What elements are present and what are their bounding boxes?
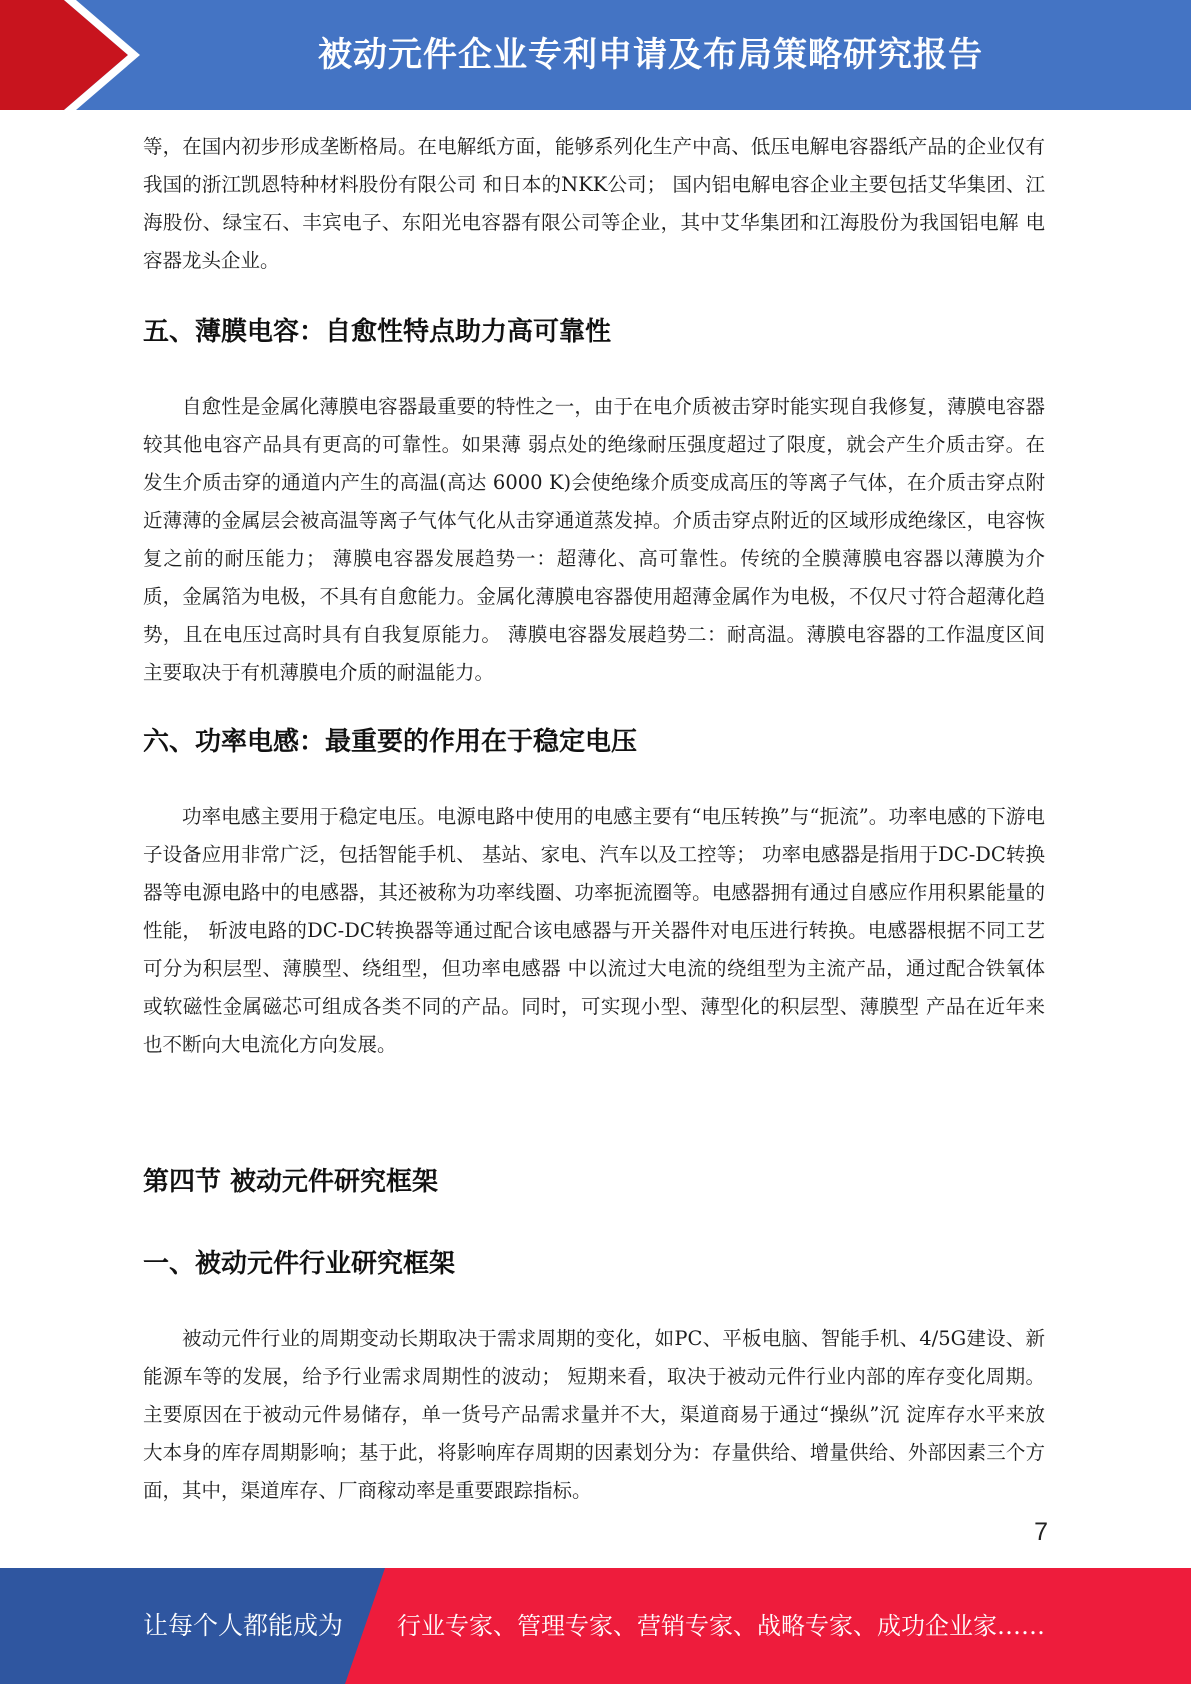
- footer-slogan-right: 行业专家、管理专家、营销专家、战略专家、成功企业家……: [397, 1612, 1045, 1640]
- page-footer: [0, 1568, 1191, 1684]
- research-framework-paragraph: 被动元件行业的周期变动长期取决于需求周期的变化，如PC、平板电脑、智能手机、4/5G建设、新能源车等的发展，给予行业需求周期性的波动； 短期来看，取决于被动元件行业内部的库存变化周期。主要原因在于被动元件易储存，单一货号产品需求量并不大，渠道商易于通过“操纵”沉 淀库存水平来放大本身的库存周期影响；基于此，将影响库存周期的因素划分为：存量供给、增量供给、外部因素三个方面，其中，渠道库存、厂商稼动率是重要跟踪指标。: [143, 1327, 1045, 1502]
- page-number: 7: [1034, 1518, 1048, 1546]
- section-heading-power-inductor: 六、功率电感：最重要的作用在于稳定电压: [143, 727, 638, 757]
- section-heading-research-framework: 一、被动元件行业研究框架: [143, 1249, 456, 1279]
- section-heading-film-capacitor: 五、薄膜电容：自愈性特点助力高可靠性: [143, 317, 612, 347]
- header-arrow-decoration: [0, 0, 160, 110]
- intro-paragraph: 等，在国内初步形成垄断格局。在电解纸方面，能够系列化生产中高、低压电解电容器纸产品的企业仅有我国的浙江凯恩特种材料股份有限公司 和日本的NKK公司； 国内铝电解电容企业主要包括艾华集团、江海股份、绿宝石、丰宾电子、东阳光电容器有限公司等企业，其中艾华集团和江海股份为我国铝电解 电容器龙头企业。: [143, 135, 1045, 272]
- page-content: [143, 128, 1045, 1510]
- film-capacitor-paragraph: 自愈性是金属化薄膜电容器最重要的特性之一，由于在电介质被击穿时能实现自我修复，薄膜电容器较其他电容产品具有更高的可靠性。如果薄 弱点处的绝缘耐压强度超过了限度，就会产生介质击穿。在发生介质击穿的通道内产生的高温(高达 6000 K)会使绝缘介质变成高压的等离子气体，在介质击穿点附近薄薄的金属层会被高温等离子气体气化从击穿通道蒸发掉。介质击穿点附近的区域形成绝缘区，电容恢复之前的耐压能力； 薄膜电容器发展趋势一：超薄化、高可靠性。传统的全膜薄膜电容器以薄膜为介质，金属箔为电极，不具有自愈能力。金属化薄膜电容器使用超薄金属作为电极，不仅尺寸符合超薄化趋势，且在电压过高时具有自我复原能力。 薄膜电容器发展趋势二：耐高温。薄膜电容器的工作温度区间主要取决于有机薄膜电介质的耐温能力。: [143, 395, 1045, 684]
- power-inductor-paragraph: 功率电感主要用于稳定电压。电源电路中使用的电感主要有“电压转换”与“扼流”。功率电感的下游电子设备应用非常广泛，包括智能手机、 基站、家电、汽车以及工控等； 功率电感器是指用于DC-DC转换器等电源电路中的电感器，其还被称为功率线圈、功率扼流圈等。电感器拥有通过自感应作用积累能量的性能， 斩波电路的DC-DC转换器等通过配合该电感器与开关器件对电压进行转换。电感器根据不同工艺可分为积层型、薄膜型、绕组型，但功率电感器 中以流过大电流的绕组型为主流产品，通过配合铁氧体或软磁性金属磁芯可组成各类不同的产品。同时，可实现小型、薄型化的积层型、薄膜型 产品在近年来也不断向大电流化方向发展。: [143, 805, 1045, 1056]
- report-title: 被动元件企业专利申请及布局策略研究报告: [318, 35, 983, 75]
- page-header: [0, 0, 1191, 110]
- footer-slogan-left: 让每个人都能成为: [143, 1611, 344, 1640]
- chapter-heading: 第四节 被动元件研究框架: [143, 1167, 439, 1197]
